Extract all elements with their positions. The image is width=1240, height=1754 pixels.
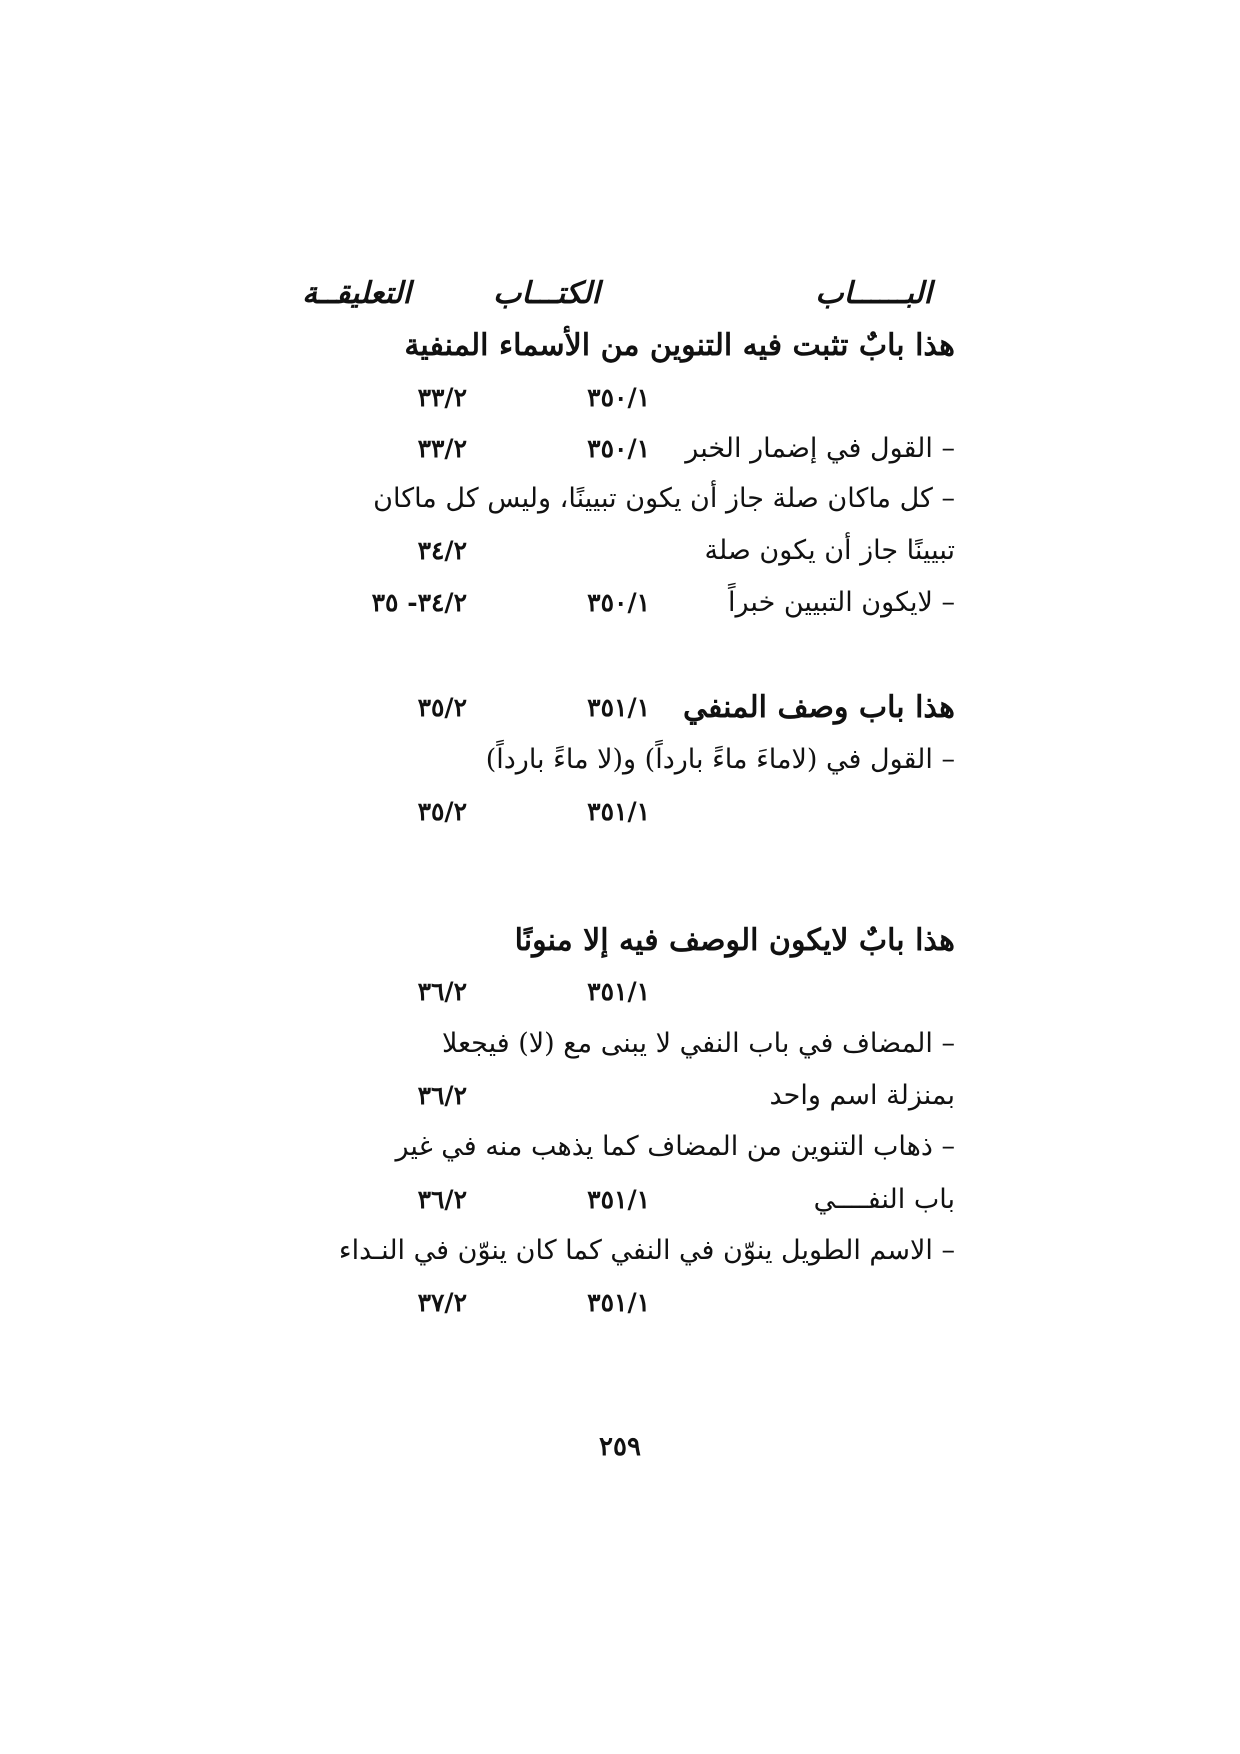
section-heading: هذا بابٌ تثبت فيه التنوين من الأسماء المنفية xyxy=(404,328,955,363)
entry-text: بمنزلة اسم واحد xyxy=(769,1080,955,1111)
index-row xyxy=(0,1119,1240,1175)
kitab-ref: ٣٥٠/١ xyxy=(587,588,650,617)
entry-text: – المضاف في باب النفي لا يبنى مع (لا) فيجعلا xyxy=(442,1028,955,1059)
kitab-ref: ٣٥١/١ xyxy=(587,977,650,1006)
page-number: ٢٥٩ xyxy=(599,1432,641,1462)
column-header-row xyxy=(0,266,1240,322)
header-bab: البــــــاب xyxy=(815,276,932,311)
taliqa-ref: ٣٣/٢ xyxy=(417,434,467,463)
entry-text: – القول في إضمار الخبر xyxy=(685,433,955,464)
taliqa-ref: ٣٥/٢ xyxy=(417,797,467,826)
index-row xyxy=(0,523,1240,579)
index-row xyxy=(0,1275,1240,1331)
kitab-ref: ٣٥١/١ xyxy=(587,1288,650,1317)
index-row xyxy=(0,1172,1240,1228)
index-row xyxy=(0,680,1240,736)
taliqa-ref: ٣٥/٢ xyxy=(417,693,467,722)
index-row xyxy=(0,1068,1240,1124)
index-row xyxy=(0,575,1240,631)
entry-text: – لايكون التبيين خبراً xyxy=(728,587,955,618)
taliqa-ref: ٣٤/٢- ٣٥ xyxy=(371,588,467,617)
kitab-ref: ٣٥٠/١ xyxy=(587,434,650,463)
index-row xyxy=(0,318,1240,374)
kitab-ref: ٣٥١/١ xyxy=(587,693,650,722)
taliqa-ref: ٣٤/٢ xyxy=(417,536,467,565)
entry-text: باب النفــــي xyxy=(813,1184,955,1215)
index-row xyxy=(0,732,1240,788)
taliqa-ref: ٣٦/٢ xyxy=(417,977,467,1006)
header-kitab: الكتـــاب xyxy=(493,276,600,311)
section-heading: هذا بابٌ لايكون الوصف فيه إلا منونًا xyxy=(514,923,955,958)
entry-text: – كل ماكان صلة جاز أن يكون تبيينًا، وليس كل ماكان xyxy=(373,483,955,514)
index-row xyxy=(0,421,1240,477)
section-heading: هذا باب وصف المنفي xyxy=(682,690,955,725)
entry-text: – القول في (لاماءَ ماءً بارداً) و(لا ماءً بارداً) xyxy=(485,744,955,775)
taliqa-ref: ٣٣/٢ xyxy=(417,383,467,412)
kitab-ref: ٣٥١/١ xyxy=(587,797,650,826)
index-row xyxy=(0,471,1240,527)
kitab-ref: ٣٥٠/١ xyxy=(587,383,650,412)
taliqa-ref: ٣٦/٢ xyxy=(417,1185,467,1214)
index-row xyxy=(0,964,1240,1020)
index-row xyxy=(0,1223,1240,1279)
index-row xyxy=(0,1016,1240,1072)
kitab-ref: ٣٥١/١ xyxy=(587,1185,650,1214)
taliqa-ref: ٣٧/٢ xyxy=(417,1288,467,1317)
index-row xyxy=(0,913,1240,969)
index-row xyxy=(0,370,1240,426)
taliqa-ref: ٣٦/٢ xyxy=(417,1081,467,1110)
entry-text: – الاسم الطويل ينوّن في النفي كما كان ينوّن في النـداء xyxy=(338,1235,955,1266)
index-row xyxy=(0,784,1240,840)
entry-text: – ذهاب التنوين من المضاف كما يذهب منه في غير xyxy=(395,1131,955,1162)
header-taliqa: التعليقــة xyxy=(302,276,411,311)
entry-text: تبيينًا جاز أن يكون صلة xyxy=(704,535,955,566)
